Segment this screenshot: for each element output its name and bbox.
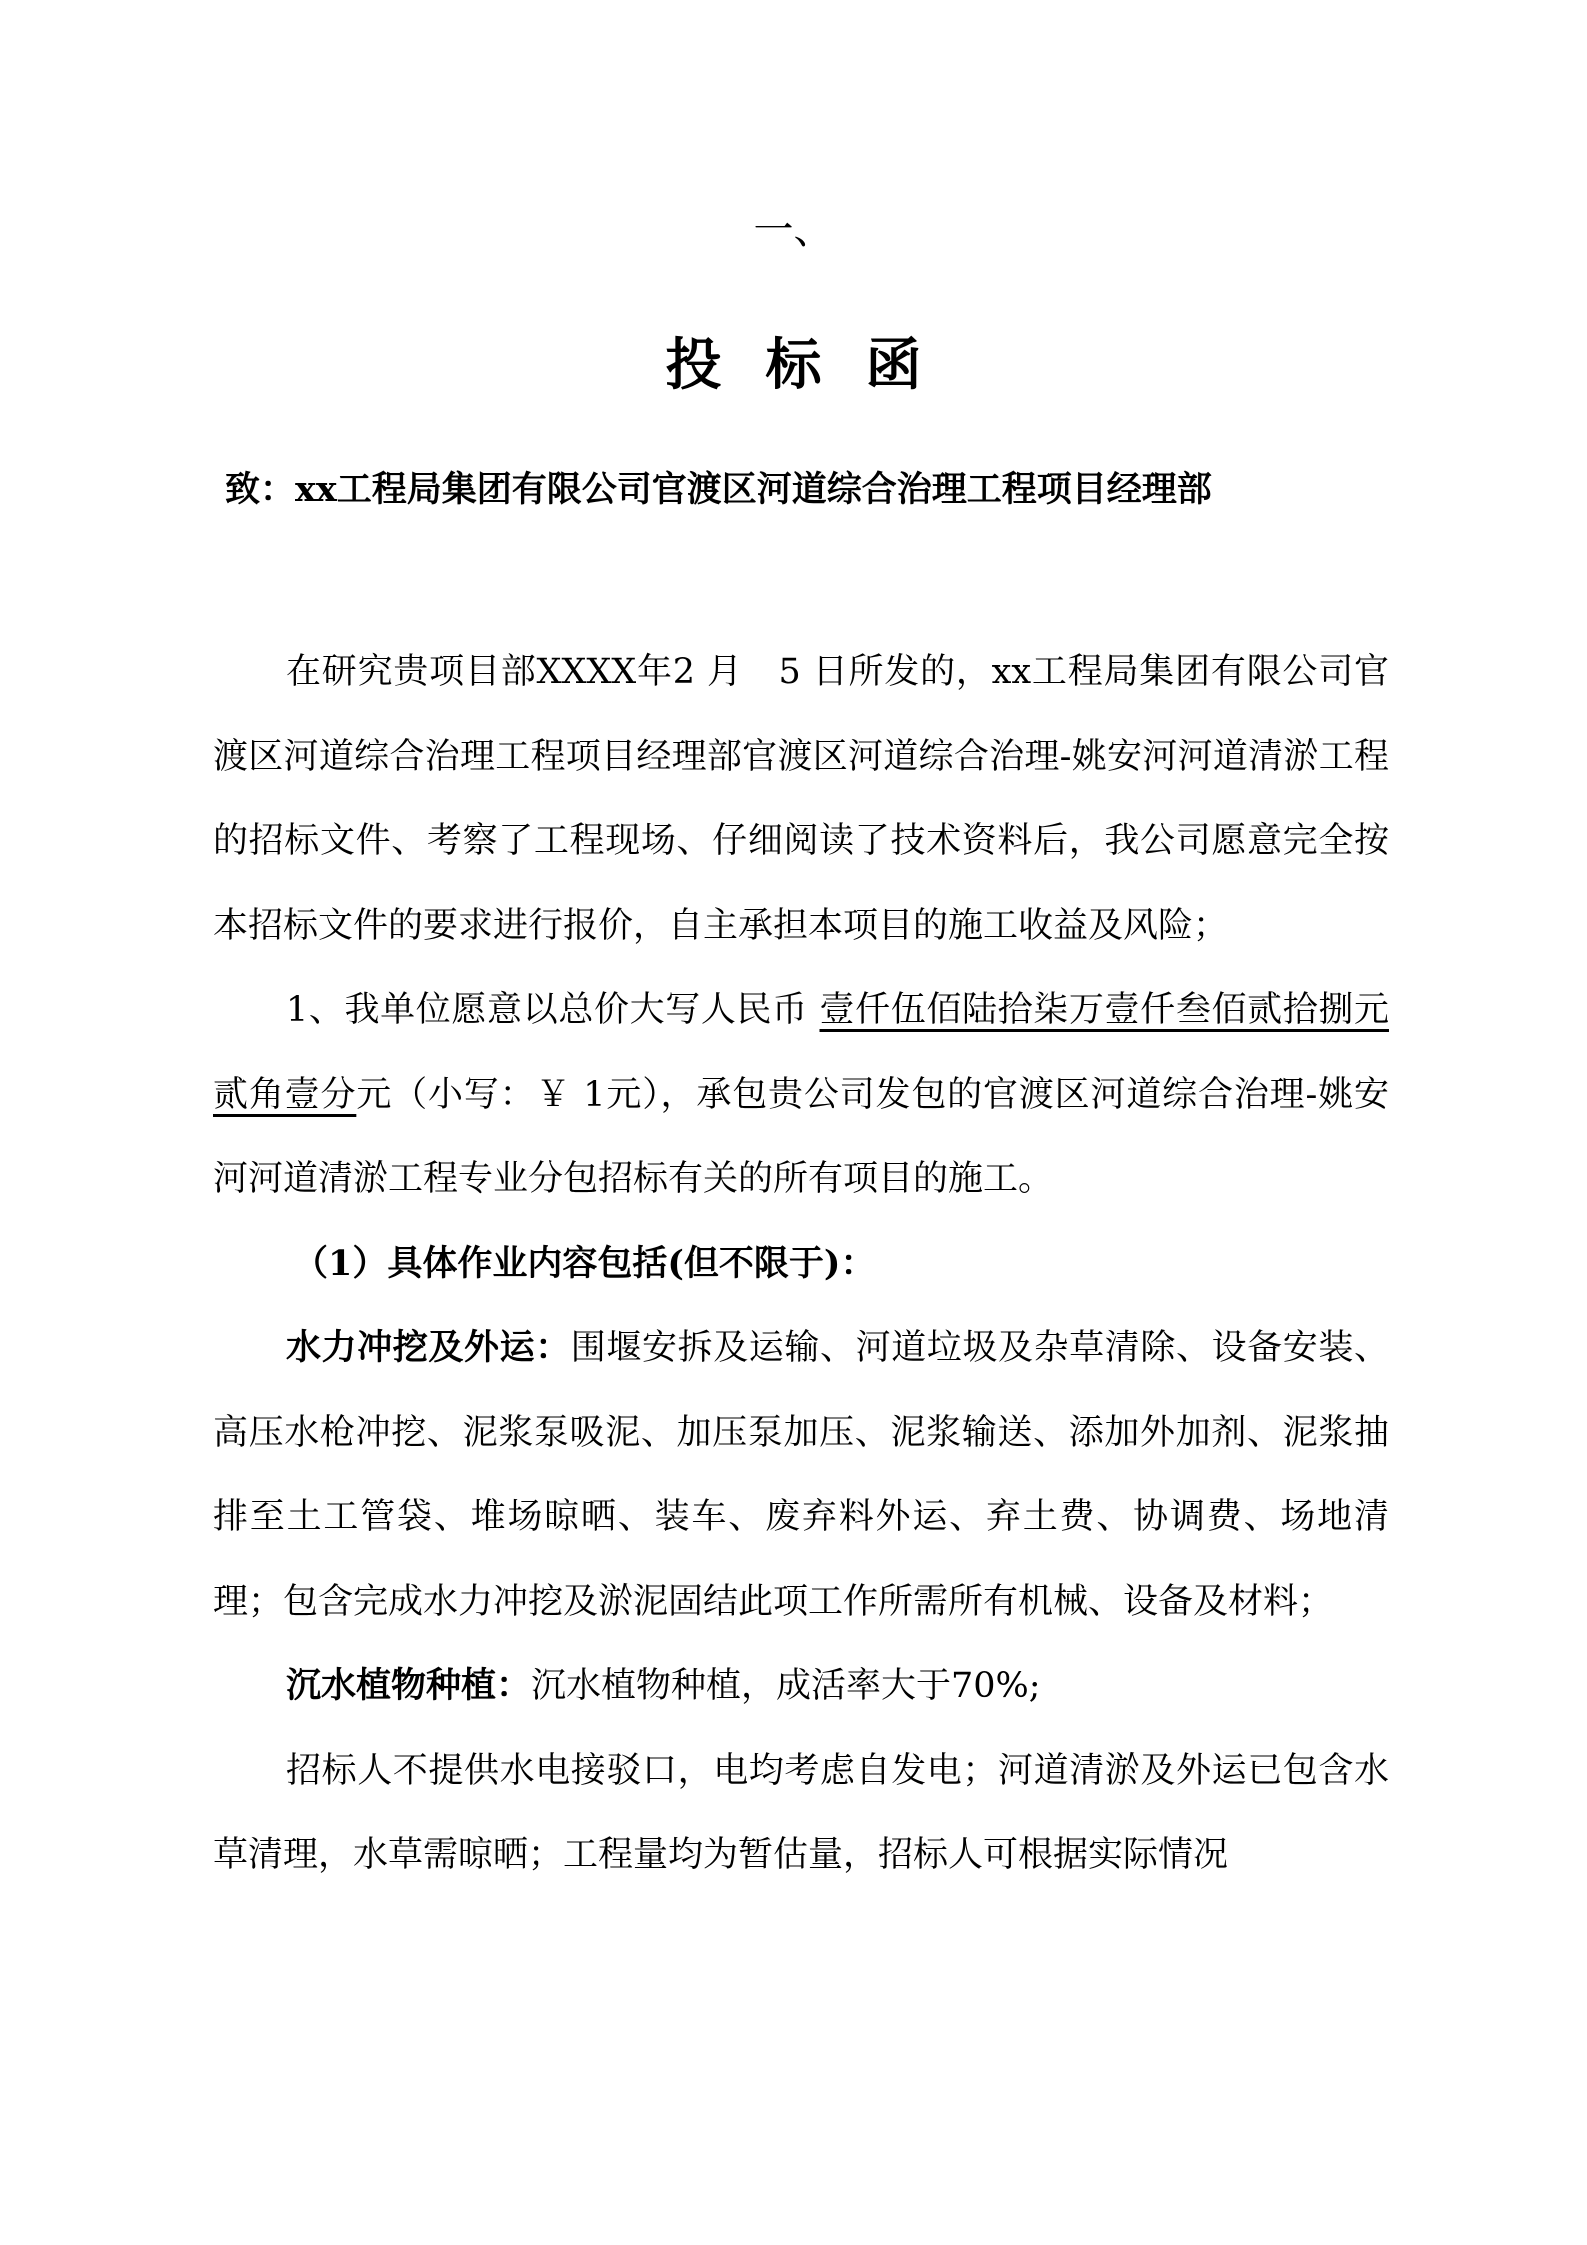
price-prefix: 1、我单位愿意以总价大写人民币 <box>286 990 820 1030</box>
notes-paragraph: 招标人不提供水电接驳口，电均考虑自发电；河道清淤及外运已包含水草清理，水草需晾晒；工程量均为暂估量，招标人可根据实际情况 <box>213 1750 1389 1875</box>
price-suffix: 元（小写：￥ 1元），承包贵公司发包的官渡区河道综合治理-姚安河河道清淤工程专业分包招标有关的所有项目的施工。 <box>213 1074 1389 1199</box>
scope-item-label: 水力冲挖及外运： <box>286 1327 571 1368</box>
letter-body <box>213 630 1389 1898</box>
scope-item-submerged-plants <box>213 1644 1389 1729</box>
scope-item-label: 沉水植物种植： <box>286 1665 532 1706</box>
intro-paragraph: 在研究贵项目部XXXX年2 月 5 日所发的，xx工程局集团有限公司官渡区河道综合治理工程项目经理部官渡区河道综合治理-姚安河河道清淤工程的招标文件、考察了工程现场、仔细阅读了技术资料后，我公司愿意完全按本招标文件的要求进行报价，自主承担本项目的施工收益及风险； <box>213 652 1389 946</box>
document-title: 投标函 <box>665 332 966 398</box>
addressee-line: 致：xx工程局集团有限公司官渡区河道综合治理工程项目经理部 <box>225 469 1212 510</box>
scope-heading: （1）具体作业内容包括(但不限于)： <box>293 1242 876 1284</box>
price-paragraph <box>213 968 1389 1222</box>
section-number: 一、 <box>753 207 834 253</box>
scope-item-hydraulic-dredging <box>213 1306 1389 1644</box>
scope-item-text: 围堰安拆及运输、河道垃圾及杂草清除、设备安装、高压水枪冲挖、泥浆泵吸泥、加压泵加压、泥浆输送、添加外加剂、泥浆抽排至土工管袋、堆场晾晒、装车、废弃料外运、弃土费、协调费、场地清理；包含完成水力冲挖及淤泥固结此项工作所需所有机械、设备及材料； <box>213 1328 1389 1622</box>
scope-item-text: 沉水植物种植，成活率大于70%; <box>531 1666 1041 1706</box>
price-amount-words: 壹仟伍佰陆拾柒万壹仟叁佰贰拾捌元贰角壹分 <box>213 990 1389 1115</box>
